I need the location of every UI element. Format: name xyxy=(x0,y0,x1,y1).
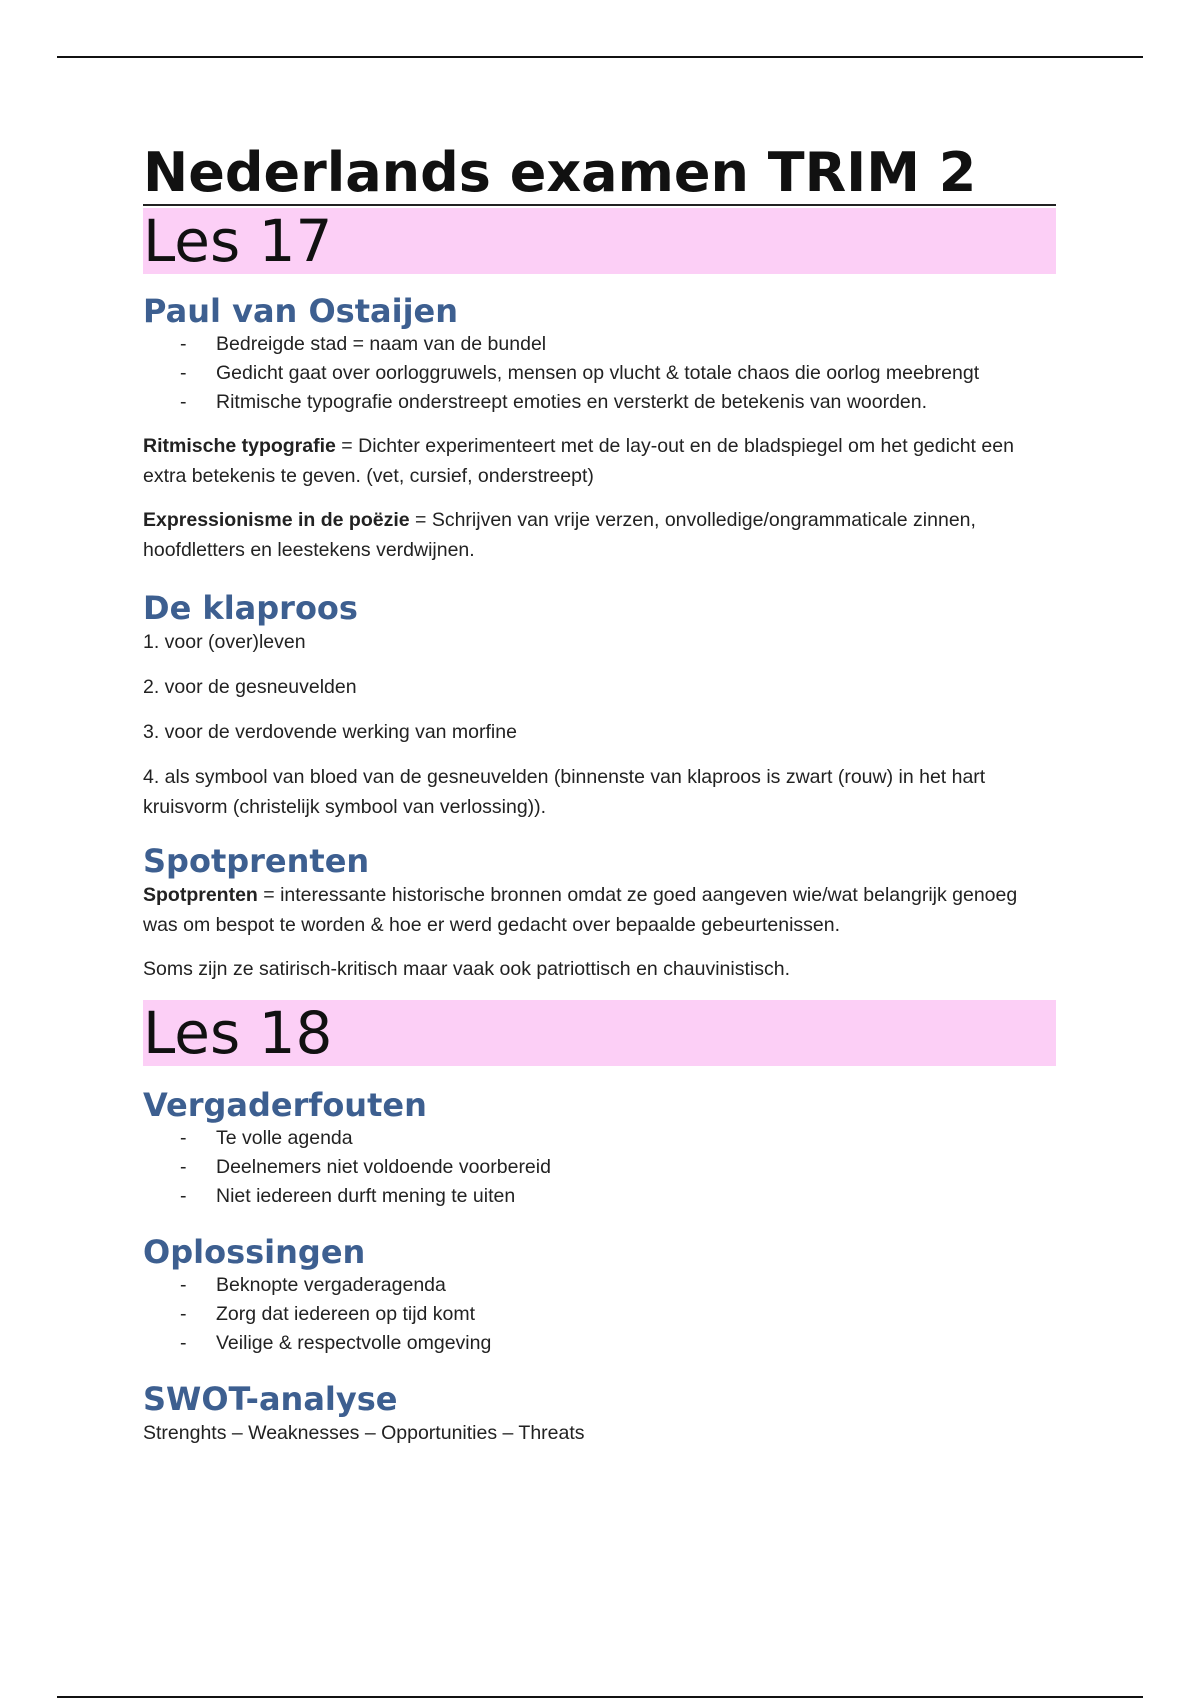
document-page xyxy=(143,142,1056,1448)
list-item: - Niet iedereen durft mening te uiten xyxy=(143,1182,1056,1211)
bottom-rule xyxy=(57,1696,1143,1698)
list-item: - Zorg dat iedereen op tijd komt xyxy=(143,1300,1056,1329)
heading-oplossingen: Oplossingen xyxy=(143,1233,366,1271)
heading-vergaderfouten: Vergaderfouten xyxy=(143,1086,427,1124)
heading-paul-van-ostaijen: Paul van Ostaijen xyxy=(143,292,459,330)
heading-spotprenten: Spotprenten xyxy=(143,842,370,880)
klaproos-item: 3. voor de verdovende werking van morfine xyxy=(143,721,517,743)
definition-text: = Schrijven van vrije verzen, onvolledige/ongrammaticale zinnen, hoofdletters en leestekens verdwijnen. xyxy=(143,509,976,561)
document-title: Nederlands examen TRIM 2 xyxy=(143,142,1056,206)
definition-term: Spotprenten xyxy=(143,884,258,906)
definition-term: Expressionisme in de poëzie xyxy=(143,509,410,531)
heading-de-klaproos: De klaproos xyxy=(143,589,358,627)
list-item: - Gedicht gaat over oorloggruwels, mensen op vlucht & totale chaos die oorlog meebrengt xyxy=(143,359,1056,388)
list-item: - Ritmische typografie onderstreept emoties en versterkt de betekenis van woorden. xyxy=(143,388,1056,417)
klaproos-item: 4. als symbool van bloed van de gesneuvelden (binnenste van klaproos is zwart (rouw) in het hart kruisvorm (christelijk symbool van verlossing)). xyxy=(143,766,986,818)
top-rule xyxy=(57,56,1143,58)
list-item: - Veilige & respectvolle omgeving xyxy=(143,1329,1056,1358)
definition-spotprenten xyxy=(143,880,1056,940)
spotprenten-note: Soms zijn ze satirisch-kritisch maar vaak ook patriottisch en chauvinistisch. xyxy=(143,958,790,980)
definition-expressionisme xyxy=(143,505,1056,565)
vergaderfouten-list xyxy=(143,1124,1056,1211)
les-17-heading: Les 17 xyxy=(143,208,1056,274)
klaproos-item: 2. voor de gesneuvelden xyxy=(143,676,357,698)
les-18-heading: Les 18 xyxy=(143,1000,1056,1066)
definition-ritmische-typografie xyxy=(143,431,1056,491)
list-item: - Beknopte vergaderagenda xyxy=(143,1271,1056,1300)
list-item: - Deelnemers niet voldoende voorbereid xyxy=(143,1153,1056,1182)
definition-term: Ritmische typografie xyxy=(143,435,336,457)
heading-swot-analyse: SWOT-analyse xyxy=(143,1380,398,1418)
definition-text: = interessante historische bronnen omdat ze goed aangeven wie/wat belangrijk genoeg was om bespot te worden & hoe er werd gedacht over bepaalde gebeurtenissen. xyxy=(143,884,1018,936)
definition-text: = Dichter experimenteert met de lay-out en de bladspiegel om het gedicht een extra betekenis te geven. (vet, cursief, onderstreept) xyxy=(143,435,1014,487)
klaproos-item: 1. voor (over)leven xyxy=(143,631,306,653)
swot-text: Strenghts – Weaknesses – Opportunities – Threats xyxy=(143,1422,585,1444)
paul-bullet-list xyxy=(143,330,1056,417)
list-item: - Bedreigde stad = naam van de bundel xyxy=(143,330,1056,359)
oplossingen-list xyxy=(143,1271,1056,1358)
list-item: - Te volle agenda xyxy=(143,1124,1056,1153)
